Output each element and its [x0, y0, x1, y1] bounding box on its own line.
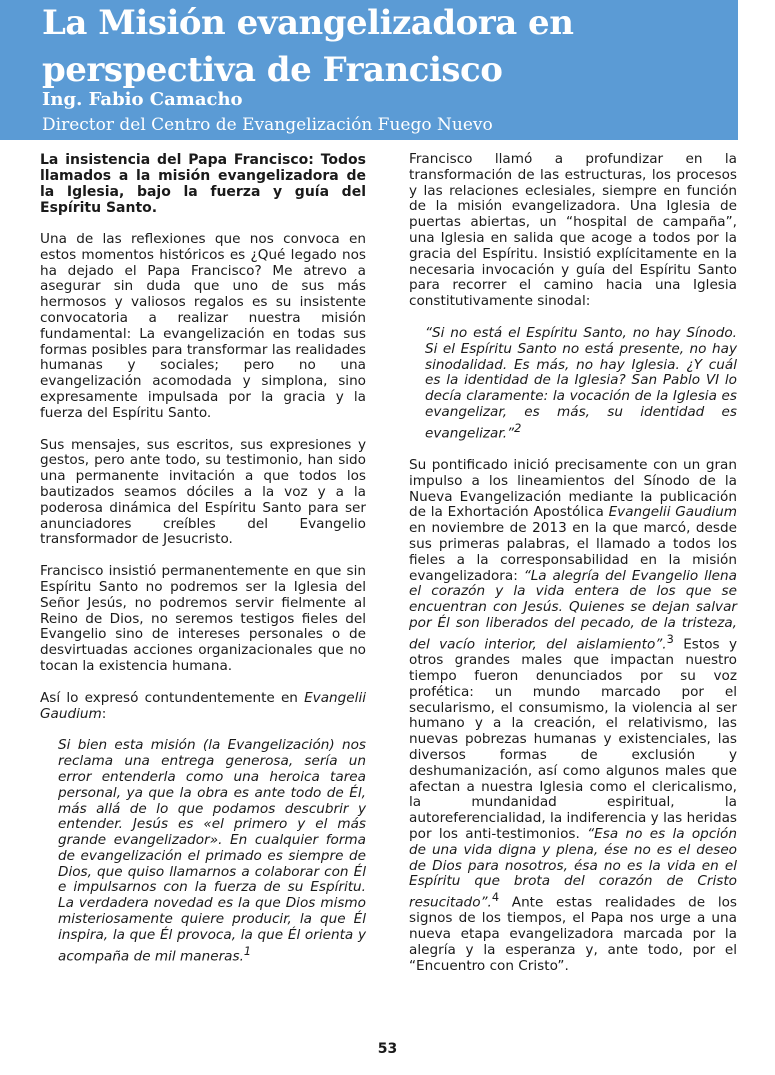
paragraph-pontificate: Su pontificado inició precisamente con un gran impulso a los lineamientos del Sínodo de la Nueva Evangelización mediante la publicación de la Exhortación Apostólica Evangelii Gaudium en noviembre de 2013 en la que marcó, desde sus primeras palabras, el llamado a todos los fieles a la corresponsabilidad en la misión evangelizadora: “La alegría del Evangelio llena el corazón y la vida entera de los que se encuentran con Jesús. Quienes se dejan salvar por Él son liberados del pecado, de la tristeza, del vacío interior, del aislamiento”.$^3$ Estos y otros grandes males que impactan nuestro tiempo fueron denunciados por su voz profética: un mundo marcado por el secularismo, el consumismo, la violencia al ser humano y a la creación, el relativismo, las nuevas pobrezas humanas y existenciales, las diversos formas de exclusión y deshumanización, así como algunos males que afectan a nuestra Iglesia como el clericalismo, la mundanidad espiritual, la autoreferencialidad, la indiferencia y las heridas por los anti-testimonios. “Esa no es la opción de una vida digna y plena, ése no es el deseo de Dios para nosotros, ésa no es la vida en el Espíritu que brota del corazón de Cristo resucitado”.$^4$ Ante estas realidades de los signos de los tiempos, el Papa nos urge a una nueva etapa evangelizadora marcada por la alegría y la esperanza y, ante todo, por el “Encuentro con Cristo”. [409, 457, 738, 974]
title-banner [0, 0, 738, 140]
footnote-ref-1: 1 [243, 943, 252, 958]
title-line-1: La Misión evangelizadora en [42, 3, 574, 43]
document-title: Evangelii Gaudium [40, 689, 366, 722]
section-subheading: La insistencia del Papa Francisco: Todos llamados a la misión evangelizadora de la Iglesia, bajo la fuerza y guía del Espíritu Santo. [40, 152, 366, 216]
quote-evangelii-gaudium: Si bien esta misión (la Evangelización) nos reclama una entrega generosa, sería un error entenderla como una heroica tarea personal, ya que la obra es ante todo de Él, más allá de lo que podamos descubrir y entender. Jesús es «el primero y el más grande evangelizador». En cualquier forma de evangelización el primado es siempre de Dios, que quiso llamarnos a colaborar con Él e impulsarnos con la fuerza de su Espíritu. La verdadera novedad es la que Dios mismo misteriosamente quiere producir, la que Él inspira, la que Él provoca, la que Él orienta y acompaña de mil maneras.$^1$ [58, 737, 366, 965]
paragraph-transformation: Francisco llamó a profundizar en la transformación de las estructuras, los procesos y las relaciones eclesiales, siempre en función de la misión evangelizadora. Una Iglesia de puertas abiertas, un “hospital de campaña”, una Iglesia en salida que acoge a todos por la gracia del Espíritu. Insistió explícitamente en la necesaria invocación y guía del Espíritu Santo para recorrer el camino hacia una Iglesia constitutivamente sinodal: [409, 151, 737, 310]
title-line-2: perspectiva de Francisco [42, 50, 503, 90]
footnote-ref-2: 2 [514, 420, 522, 435]
paragraph-legacy: Una de las reflexiones que nos convoca en estos momentos históricos es ¿Qué legado nos ha dejado el Papa Francisco? Me atrevo a asegurar sin duda que uno de sus más hermosos y valiosos regalos es su insistente convocatoria a realizar nuestra misión fundamental: La evangelización en todas sus formas posibles para transformar las realidades humanas y sociales; pero no una evangelización acomodada y simplona, sino expresamente impulsada por la gracia y la fuerza del Espíritu Santo. [40, 231, 366, 421]
quote-synod: “Si no está el Espíritu Santo, no hay Sínodo. Si el Espíritu Santo no está presente, no hay sinodalidad. Es más, no hay Iglesia. ¿Y cuál es la identidad de la Iglesia? San Pablo VI lo decía claramente: la vocación de la Iglesia es evangelizar, es más, su identidad es evangelizar.”$^2$ [425, 324, 737, 442]
paragraph-messages: Sus mensajes, sus escritos, sus expresiones y gestos, pero ante todo, su testimonio, han sido una permanente invitación a que todos los bautizados seamos dóciles a la voz y a la poderosa dinámica del Espíritu Santo para ser anunciadores creíbles del Evangelio transformador de Jesucristo. [40, 436, 366, 548]
paragraph-insistence: Francisco insistió permanentemente en que sin Espíritu Santo no podremos ser la Iglesia del Señor Jesús, no podremos servir fielmente al Reino de Dios, no seremos testigos fieles del Evangelio sino de intereses personales o de desvirtuadas acciones organizacionales que no tocan la existencia humana. [40, 563, 366, 674]
author-name: Ing. Fabio Camacho [42, 89, 243, 110]
author-role: Director del Centro de Evangelización Fuego Nuevo [42, 115, 493, 135]
article-title [42, 0, 573, 94]
paragraph-intro-quote: Así lo expresó contundentemente en Evangelii Gaudium: [40, 689, 366, 722]
left-column [40, 152, 366, 981]
page-number: 53 [377, 1041, 398, 1057]
right-column [409, 152, 737, 991]
footnote-ref-3: 3 [666, 631, 674, 646]
footnote-ref-4: 4 [491, 890, 500, 905]
